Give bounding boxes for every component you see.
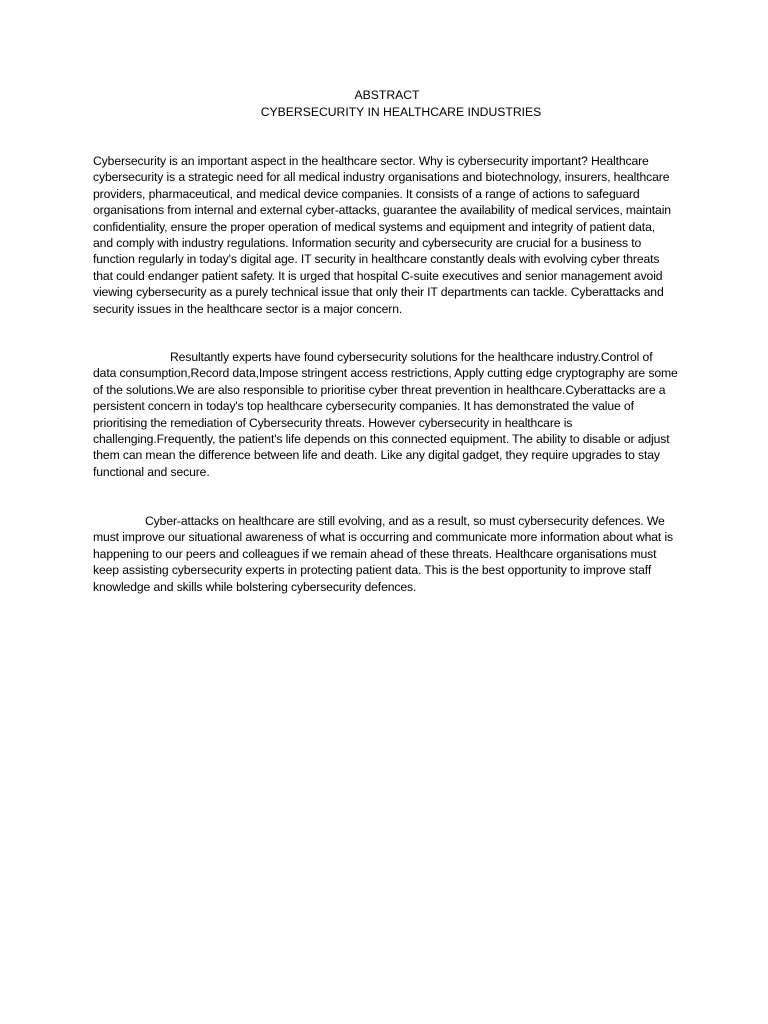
paragraph-3-text: Cyber-attacks on healthcare are still evolving, and as a result, so must cybersecurity defences. We must improve our situational awareness of what is occurring and communicate more information about what is happening to our peers and colleagues if we remain ahead of these threats. Healthcare organisations must keep assisting cybersecurity experts in protecting patient data. This is the best opportunity to improve staff knowledge and skills while bolstering cybersecurity defences. <box>93 514 674 594</box>
paragraph-2 <box>93 349 678 480</box>
paragraph-1 <box>93 153 678 317</box>
paragraph-2-text: Resultantly experts have found cybersecurity solutions for the healthcare industry.Control of data consumption,Record data,Impose stringent access restrictions, Apply cutting edge cryptography are some of the solutions.We are also responsible to prioritise cyber threat prevention in healthcare.Cyberattacks are a persistent concern in today's top healthcare cybersecurity companies. It has demonstrated the value of prioritising the remediation of Cybersecurity threats. However cybersecurity in healthcare is challenging.Frequently, the patient's life depends on this connected equipment. The ability to disable or adjust them can mean the difference between life and death. Like any digital gadget, they require upgrades to stay functional and secure. <box>93 350 678 479</box>
document-title: CYBERSECURITY IN HEALTHCARE INDUSTRIES <box>260 105 542 119</box>
paragraph-3 <box>93 513 678 595</box>
paragraph-1-text: Cybersecurity is an important aspect in the healthcare sector. Why is cybersecurity important? Healthcare cybersecurity is a strategic need for all medical industry organisations and biotechnology, insurers, healthcare providers, pharmaceutical, and medical device companies. It consists of a range of actions to safeguard organisations from internal and external cyber-attacks, guarantee the availability of medical services, maintain confidentiality, ensure the proper operation of medical systems and equipment and integrity of patient data, and comply with industry regulations. Information security and cybersecurity are crucial for a business to function regularly in today's digital age. IT security in healthcare constantly deals with evolving cyber threats that could endanger patient safety. It is urged that hospital C-suite executives and senior management avoid viewing cybersecurity as a purely technical issue that only their IT departments can tackle. Cyberattacks and security issues in the healthcare sector is a major concern. <box>93 154 671 316</box>
abstract-heading: ABSTRACT <box>354 88 420 102</box>
